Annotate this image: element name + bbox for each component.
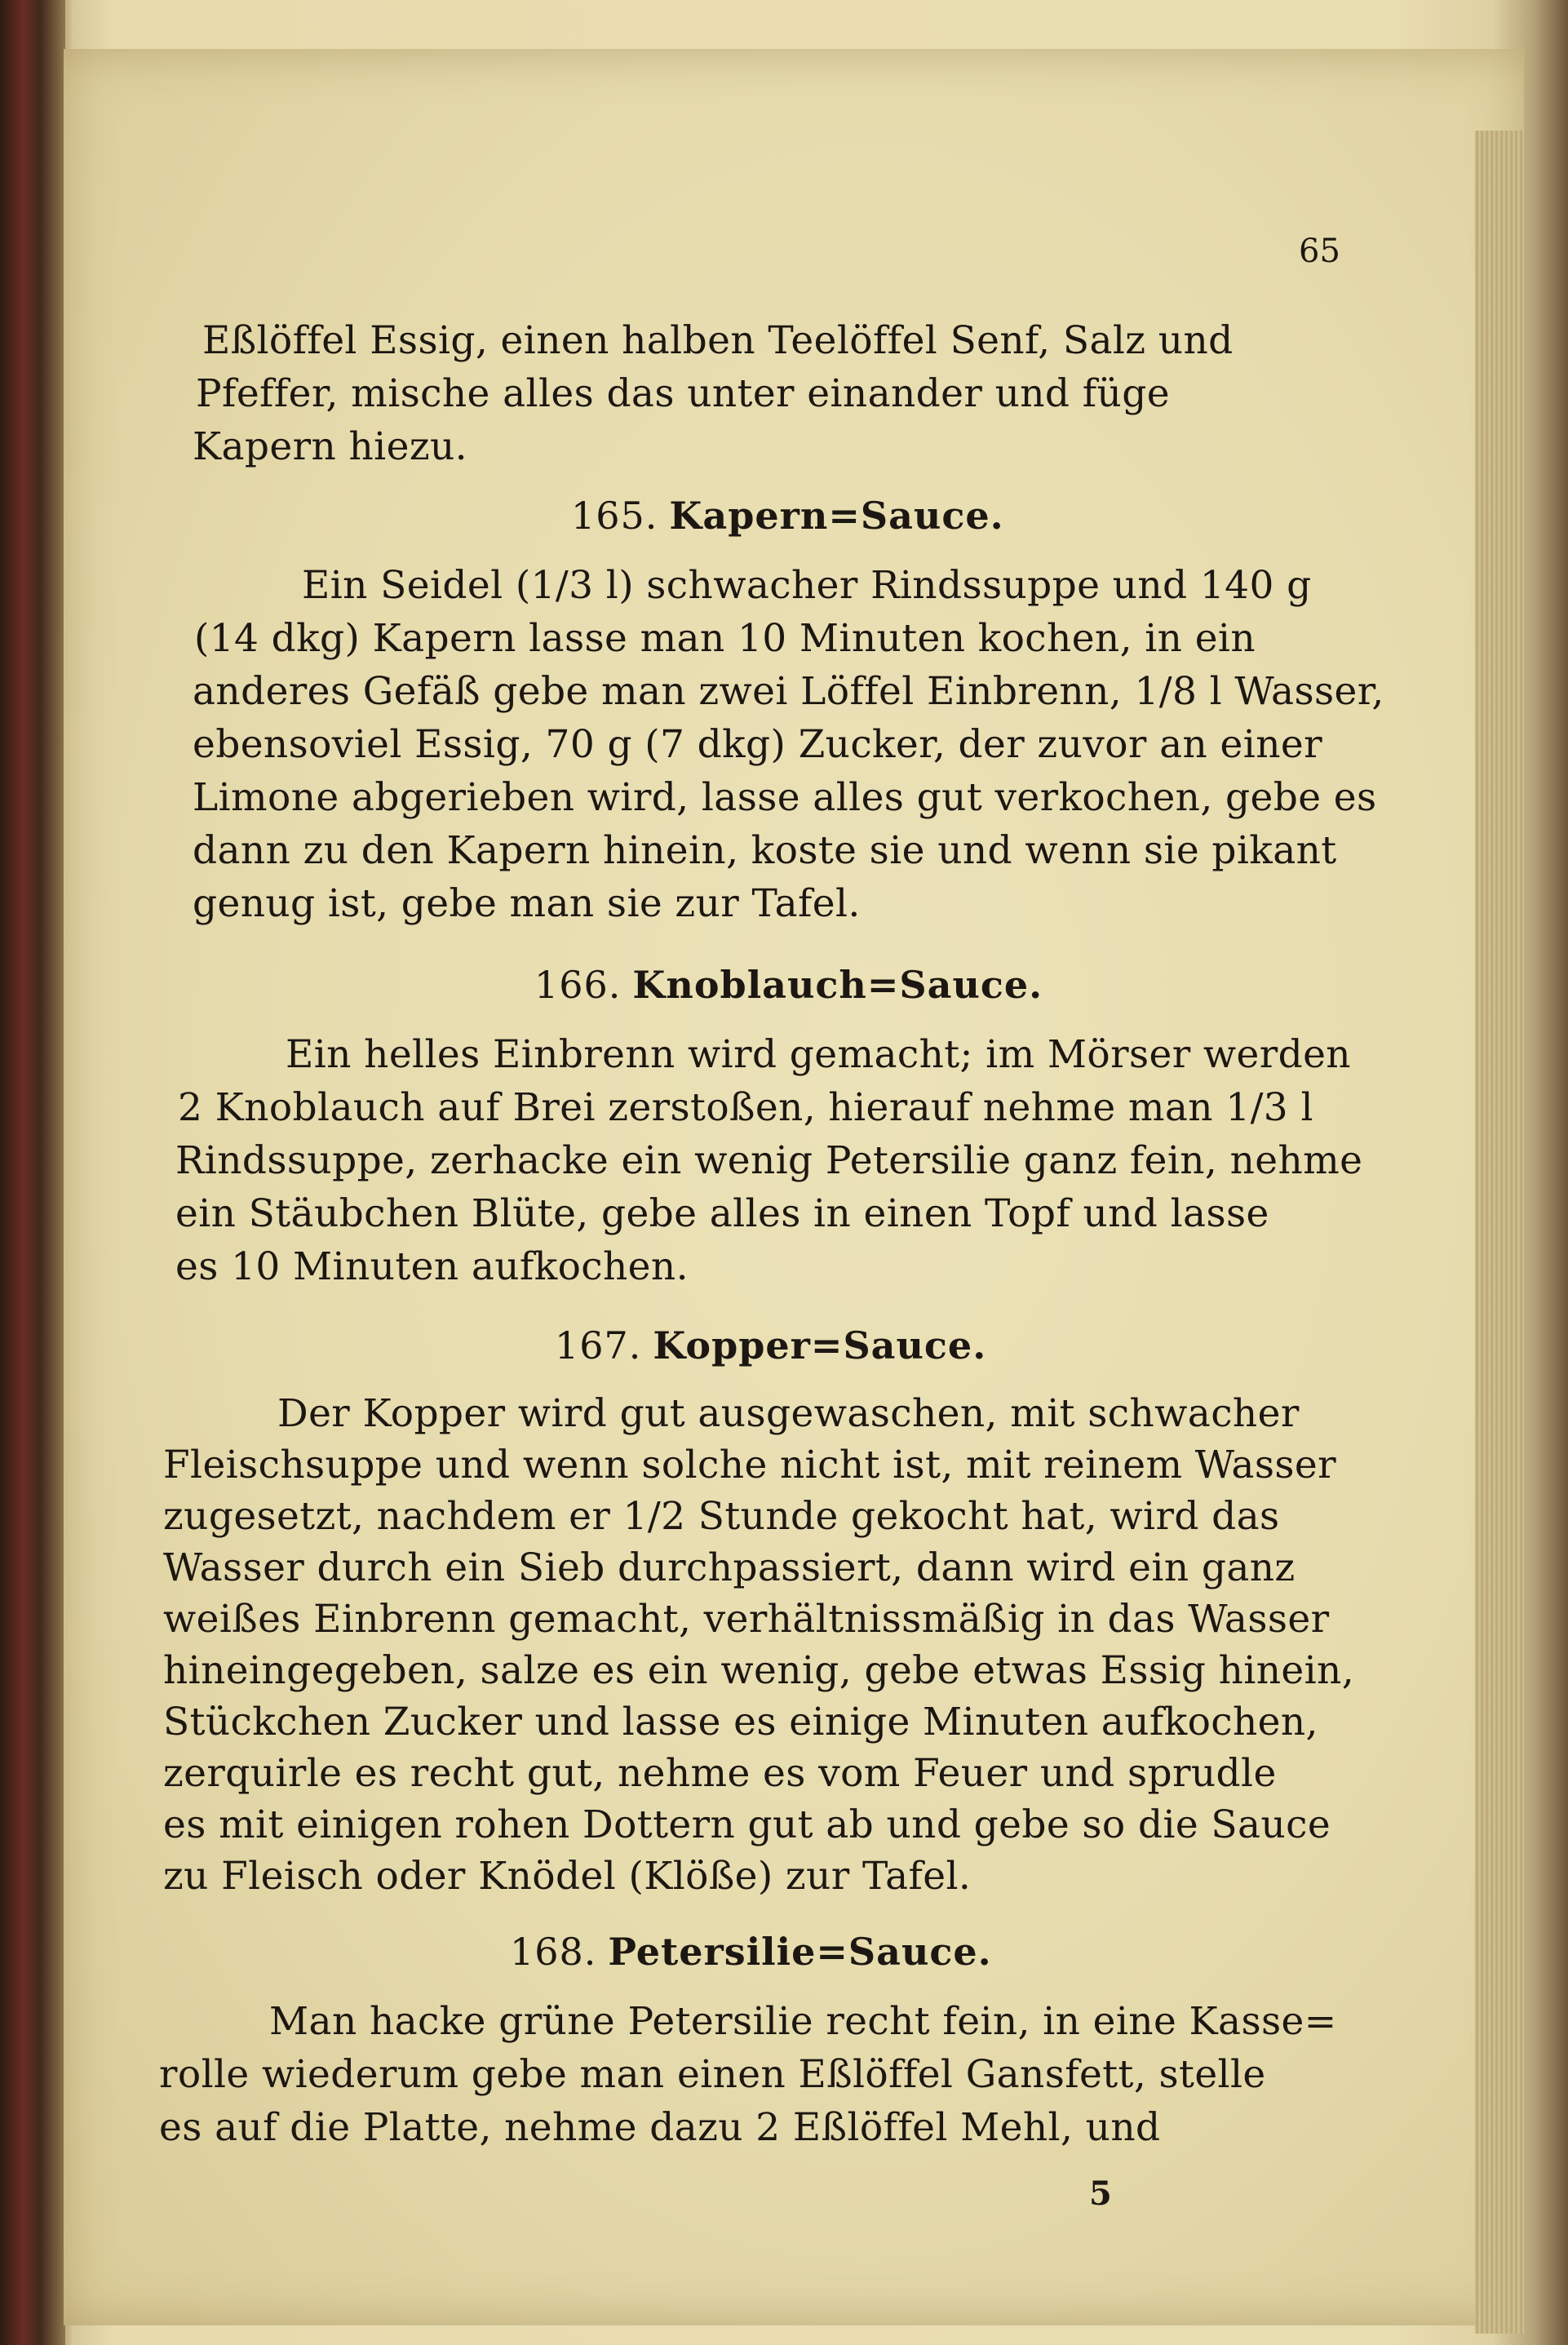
signature-mark: 5 <box>1089 2174 1112 2213</box>
recipe-line: Wasser durch ein Sieb durchpassiert, dann wird ein ganz <box>163 1545 1296 1590</box>
recipe-line: ein Stäubchen Blüte, gebe alles in einen Topf und lasse <box>175 1191 1269 1236</box>
recipe-line: 2 Knoblauch auf Brei zerstoßen, hierauf nehme man 1/3 l <box>178 1085 1313 1130</box>
recipe-line: es 10 Minuten aufkochen. <box>175 1244 689 1289</box>
recipe-title: Kapern=Sauce. <box>669 494 1004 538</box>
recipe-line: rolle wiederum gebe man einen Eßlöffel Gansfett, stelle <box>159 2052 1266 2097</box>
recipe-number: 168. <box>510 1930 597 1974</box>
recipe-line: dann zu den Kapern hinein, koste sie und wenn sie pikant <box>193 828 1337 873</box>
recipe-number: 165. <box>571 494 658 538</box>
recipe-line: Der Kopper wird gut ausgewaschen, mit schwacher <box>277 1391 1300 1436</box>
recipe-line: es auf die Platte, nehme dazu 2 Eßlöffel Mehl, und <box>159 2105 1161 2150</box>
page-number: 65 <box>1299 233 1340 270</box>
recipe-line: genug ist, gebe man sie zur Tafel. <box>193 881 861 926</box>
book-binding-edge <box>0 0 65 2345</box>
intro-line: Eßlöffel Essig, einen halben Teelöffel Senf, Salz und <box>202 318 1234 363</box>
recipe-heading <box>534 963 1043 1007</box>
recipe-number: 167. <box>555 1323 642 1368</box>
recipe-line: zugesetzt, nachdem er 1/2 Stunde gekocht hat, wird das <box>163 1494 1280 1539</box>
recipe-line: Fleischsuppe und wenn solche nicht ist, mit reinem Wasser <box>163 1443 1336 1487</box>
page-stack-edge <box>1475 131 1524 2334</box>
recipe-line: zerquirle es recht gut, nehme es vom Feuer und sprudle <box>163 1751 1277 1796</box>
recipe-line: ebensoviel Essig, 70 g (7 dkg) Zucker, der zuvor an einer <box>193 722 1322 767</box>
recipe-heading <box>571 494 1004 538</box>
recipe-line: Ein helles Einbrenn wird gemacht; im Mörser werden <box>286 1032 1351 1077</box>
recipe-line: zu Fleisch oder Knödel (Klöße) zur Tafel. <box>163 1854 972 1899</box>
recipe-title: Petersilie=Sauce. <box>608 1930 992 1974</box>
recipe-line: es mit einigen rohen Dottern gut ab und gebe so die Sauce <box>163 1802 1331 1847</box>
intro-line: Kapern hiezu. <box>193 424 467 469</box>
intro-line: Pfeffer, mische alles das unter einander und füge <box>196 371 1170 416</box>
recipe-line: Ein Seidel (1/3 l) schwacher Rindssuppe und 140 g <box>302 563 1312 608</box>
recipe-line: Stückchen Zucker und lasse es einige Minuten aufkochen, <box>163 1700 1318 1744</box>
recipe-heading <box>510 1930 992 1974</box>
recipe-title: Knoblauch=Sauce. <box>632 963 1043 1007</box>
recipe-line: Rindssuppe, zerhacke ein wenig Petersilie ganz fein, nehme <box>175 1138 1363 1183</box>
recipe-line: Man hacke grüne Petersilie recht fein, in eine Kasse= <box>269 1999 1337 2044</box>
recipe-title: Kopper=Sauce. <box>653 1323 987 1368</box>
recipe-line: hineingegeben, salze es ein wenig, gebe etwas Essig hinein, <box>163 1648 1355 1693</box>
recipe-line: anderes Gefäß gebe man zwei Löffel Einbrenn, 1/8 l Wasser, <box>193 669 1384 714</box>
recipe-heading <box>555 1323 986 1368</box>
recipe-line: weißes Einbrenn gemacht, verhältnissmäßig in das Wasser <box>163 1597 1330 1642</box>
recipe-line: (14 dkg) Kapern lasse man 10 Minuten kochen, in ein <box>194 616 1256 661</box>
recipe-line: Limone abgerieben wird, lasse alles gut verkochen, gebe es <box>193 775 1377 820</box>
recipe-number: 166. <box>534 963 622 1007</box>
